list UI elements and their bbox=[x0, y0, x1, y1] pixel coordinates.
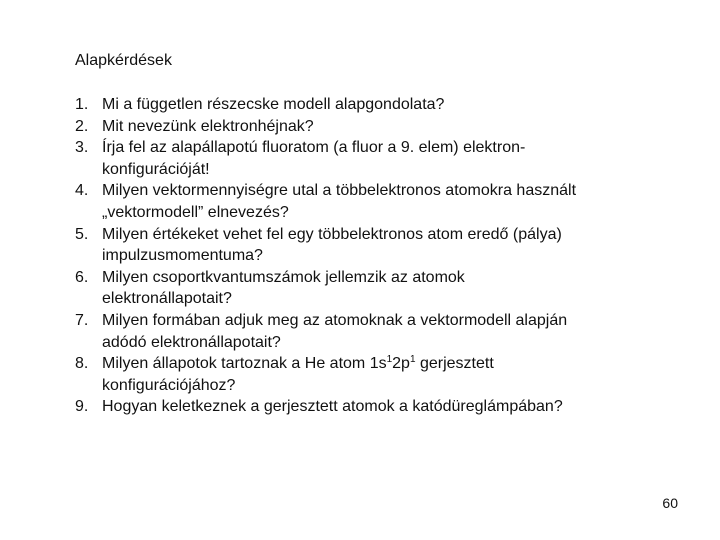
question-line: Milyen értékeket vehet fel egy többelektronos atom eredő (pálya) bbox=[102, 225, 562, 243]
question-item-1 bbox=[75, 94, 655, 116]
question-line: Mi a független részecske modell alapgondolata? bbox=[102, 96, 445, 113]
question-item-4 bbox=[75, 180, 655, 223]
question-number: 6. bbox=[75, 268, 89, 286]
question-item-6 bbox=[75, 267, 655, 310]
question-item-7 bbox=[75, 310, 655, 353]
question-item-8 bbox=[75, 353, 655, 396]
question-item-5 bbox=[75, 224, 655, 267]
question-line: konfigurációját! bbox=[102, 160, 210, 178]
question-text bbox=[102, 267, 655, 310]
question-item-2 bbox=[75, 116, 655, 138]
question-line: Hogyan keletkeznek a gerjesztett atomok a katódüreglámpában? bbox=[102, 398, 563, 416]
question-text bbox=[102, 137, 655, 180]
question-number: 1. bbox=[75, 96, 89, 113]
question-line: Milyen csoportkvantumszámok jellemzik az atomok bbox=[102, 268, 465, 286]
question-line: Írja fel az alapállapotú fluoratom (a fluor a 9. elem) elektron- bbox=[102, 139, 526, 157]
question-line: elektronállapotait? bbox=[102, 290, 232, 308]
question-text bbox=[102, 116, 655, 138]
question-number: 3. bbox=[75, 139, 89, 157]
page-number: 60 bbox=[662, 495, 678, 511]
question-line: Mit nevezünk elektronhéjnak? bbox=[102, 117, 314, 135]
question-line-part: gerjesztett bbox=[415, 355, 494, 373]
question-line-part: Milyen állapotok tartoznak a He atom 1s bbox=[102, 355, 387, 373]
question-text bbox=[102, 396, 655, 418]
question-item-3 bbox=[75, 137, 655, 180]
question-line: Milyen formában adjuk meg az atomoknak a vektormodell alapján bbox=[102, 311, 568, 329]
superscript: 1 bbox=[386, 354, 393, 366]
question-number: 2. bbox=[75, 117, 89, 135]
question-number: 9. bbox=[75, 398, 89, 416]
question-list bbox=[75, 94, 655, 418]
question-text bbox=[102, 94, 655, 116]
superscript: 1 bbox=[409, 354, 416, 366]
question-text bbox=[102, 180, 655, 223]
question-text bbox=[102, 310, 655, 353]
question-item-9 bbox=[75, 396, 655, 418]
question-number: 7. bbox=[75, 311, 89, 329]
question-line: impulzusmomentuma? bbox=[102, 247, 263, 265]
question-text bbox=[102, 224, 655, 267]
question-line-part: 2p bbox=[392, 355, 410, 373]
question-text bbox=[102, 353, 655, 396]
question-line: Milyen vektormennyiségre utal a többelektronos atomokra használt bbox=[102, 182, 577, 200]
question-line: adódó elektronállapotait? bbox=[102, 333, 281, 351]
slide-title: Alapkérdések bbox=[75, 52, 172, 69]
question-number: 5. bbox=[75, 225, 89, 243]
question-line: „vektormodell” elnevezés? bbox=[102, 203, 289, 221]
question-number: 4. bbox=[75, 182, 89, 200]
question-number: 8. bbox=[75, 355, 89, 373]
question-line: konfigurációjához? bbox=[102, 376, 236, 394]
